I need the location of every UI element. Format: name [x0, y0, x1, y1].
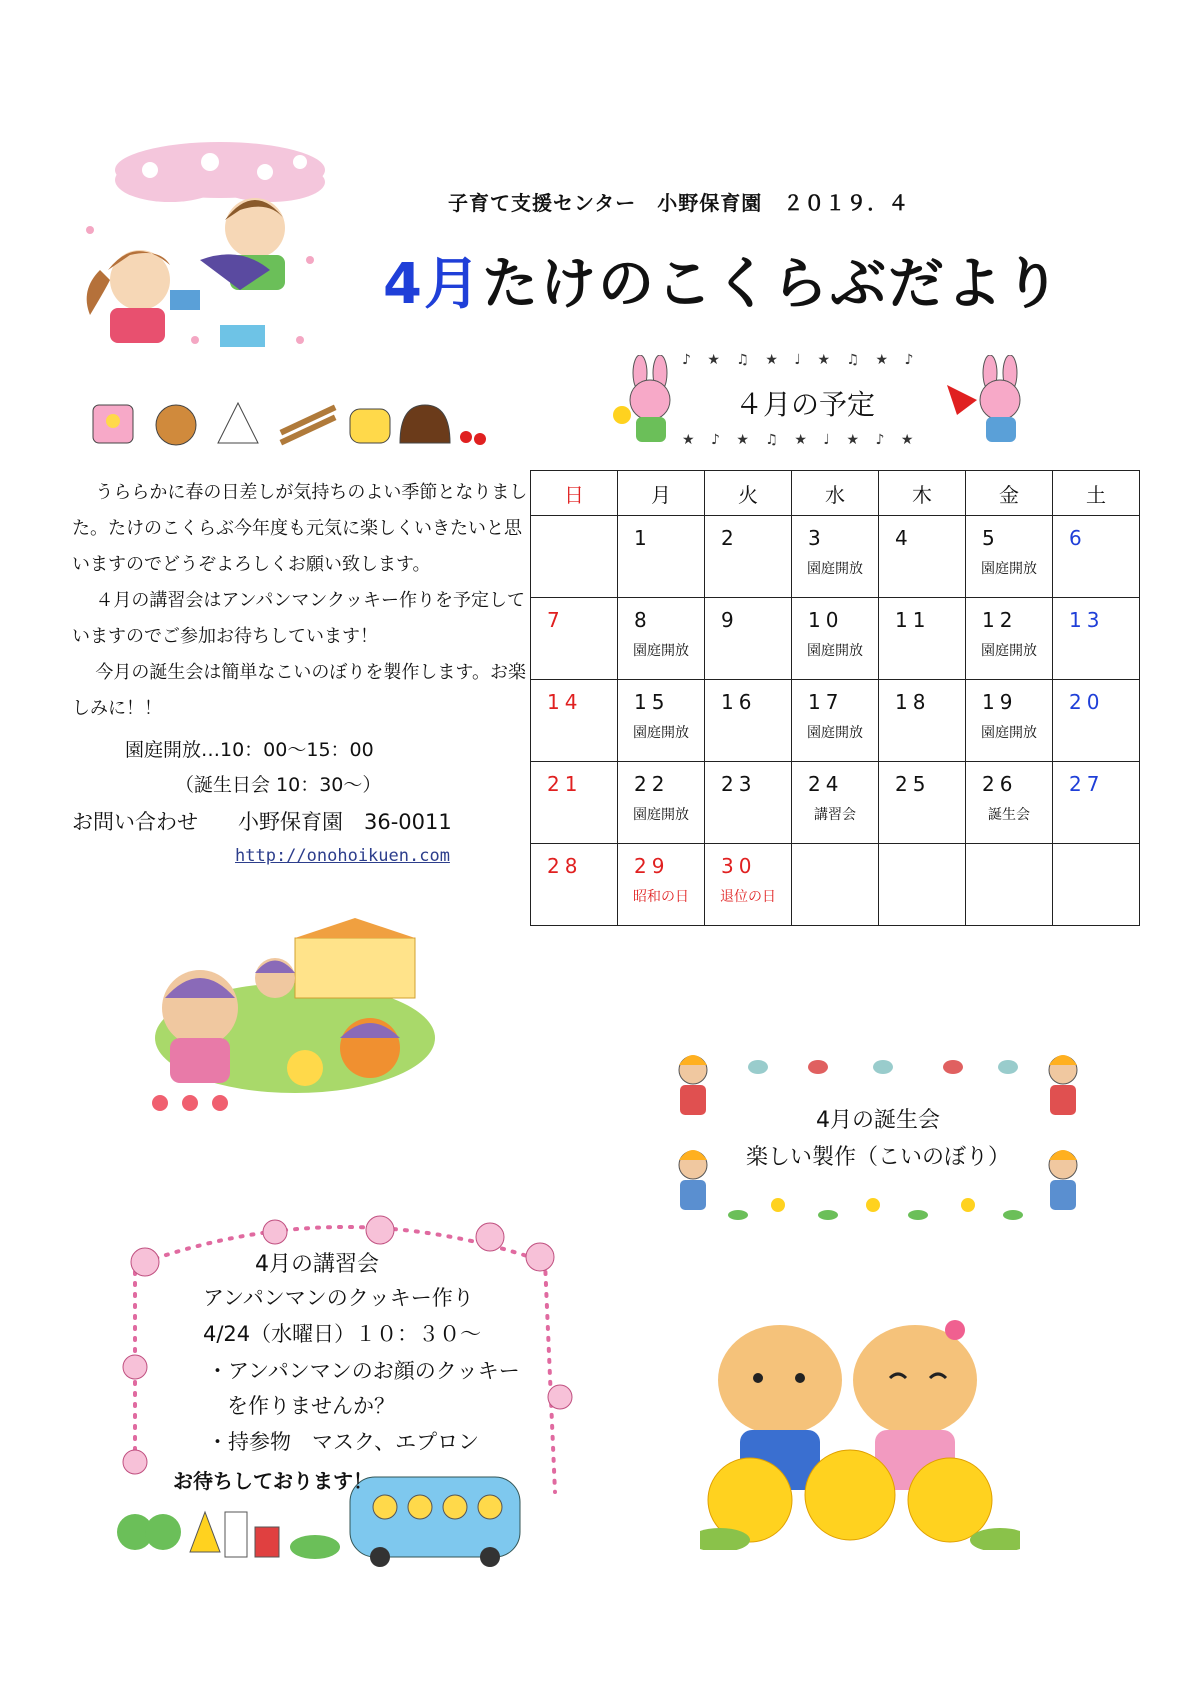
event-label: 園庭開放: [807, 643, 863, 659]
calendar-day-empty: [966, 844, 1053, 926]
weekday-fri: 金: [966, 471, 1053, 516]
calendar-day: 11: [879, 598, 966, 680]
calendar-day: 19 園庭開放: [966, 680, 1053, 762]
weekday-tue: 火: [705, 471, 792, 516]
calendar-day: 26 誕生会: [966, 762, 1053, 844]
newsletter-title: [383, 240, 1103, 320]
intro-paragraph-3: 今月の誕生会は簡単なこいのぼりを製作します。お楽しみに！！: [72, 662, 526, 719]
weekday-mon: 月: [618, 471, 705, 516]
calendar-day: 2: [705, 516, 792, 598]
calendar-day: 1: [618, 516, 705, 598]
calendar-day: 14: [531, 680, 618, 762]
calendar-day-empty: [792, 844, 879, 926]
calendar-day-empty: [1053, 844, 1140, 926]
workshop-box: [115, 1212, 575, 1572]
workshop-subject: アンパンマンのクッキー作り: [203, 1286, 474, 1310]
calendar-day: 3 園庭開放: [792, 516, 879, 598]
weekday-wed: 水: [792, 471, 879, 516]
calendar-day: 29 昭和の日: [618, 844, 705, 926]
calendar-day: 28: [531, 844, 618, 926]
event-label: 誕生会: [988, 807, 1030, 823]
calendar-day: 13: [1053, 598, 1140, 680]
calendar-day: 9: [705, 598, 792, 680]
calendar-day: 24 講習会: [792, 762, 879, 844]
stars-top-decoration: ♪ ★ ♫ ★ ♩ ★ ♫ ★ ♪: [682, 352, 920, 368]
rabbit-left-icon: [612, 355, 692, 450]
food-icons-row: [88, 395, 488, 453]
calendar-day: 4: [879, 516, 966, 598]
holiday-label: 昭和の日: [633, 889, 689, 905]
rabbit-right-icon: [942, 355, 1032, 450]
calendar-day: [531, 516, 618, 598]
birthday-title: 4月の誕生会: [816, 1108, 940, 1133]
workshop-title: 4月の講習会: [255, 1252, 379, 1277]
organization-line: 子育て支援センター 小野保育園 ２０１９．４: [448, 191, 910, 215]
workshop-closing: お待ちしております！: [173, 1469, 373, 1493]
calendar-day: 20: [1053, 680, 1140, 762]
weekday-header-row: [531, 471, 1140, 516]
workshop-detail-2: を作りませんか？: [227, 1394, 395, 1418]
intro-paragraph-2: ４月の講習会はアンパンマンクッキー作りを予定していますのでご参加お待ちしています！: [72, 590, 526, 647]
calendar-week-5: [531, 844, 1140, 926]
calendar-day: 18: [879, 680, 966, 762]
calendar-day: 16: [705, 680, 792, 762]
birthday-activity: 楽しい製作（こいのぼり）: [745, 1145, 1010, 1170]
garden-open-hours: 園庭開放…10：00〜15：00: [125, 739, 374, 761]
calendar-day: 21: [531, 762, 618, 844]
april-calendar: [530, 470, 1140, 926]
event-label: 園庭開放: [981, 725, 1037, 741]
twin-hamsters-illustration: [700, 1300, 1020, 1550]
calendar-day: 30 退位の日: [705, 844, 792, 926]
calendar-day: 5 園庭開放: [966, 516, 1053, 598]
workshop-detail-1: ・アンパンマンのお顔のクッキー: [207, 1359, 520, 1383]
workshop-date-time: 4/24（水曜日）１０：３０〜: [203, 1322, 482, 1346]
contact-label: お問い合わせ: [72, 810, 198, 834]
schedule-title: ４月の予定: [735, 388, 876, 421]
kids-flowers-frame: [668, 1045, 1088, 1225]
schedule-heading: [612, 350, 1032, 450]
event-label: 園庭開放: [807, 725, 863, 741]
children-sakura-illustration: [70, 140, 330, 360]
calendar-day: 23: [705, 762, 792, 844]
calendar-day: 27: [1053, 762, 1140, 844]
weekday-sat: 土: [1053, 471, 1140, 516]
contact-name-phone: 小野保育園 36-0011: [238, 810, 452, 834]
event-label: 園庭開放: [633, 643, 689, 659]
workshop-items: ・持参物 マスク、エプロン: [207, 1430, 480, 1454]
event-label: 園庭開放: [981, 643, 1037, 659]
calendar-day: 15 園庭開放: [618, 680, 705, 762]
calendar-day: 10 園庭開放: [792, 598, 879, 680]
kindergarten-animals-illustration: [145, 918, 445, 1118]
event-label: 園庭開放: [633, 725, 689, 741]
weekday-thu: 木: [879, 471, 966, 516]
calendar-day: 8 園庭開放: [618, 598, 705, 680]
calendar-day: 6: [1053, 516, 1140, 598]
calendar-day: 22 園庭開放: [618, 762, 705, 844]
birthday-party-time: （誕生日会 10：30〜）: [175, 774, 382, 796]
weekday-sun: 日: [531, 471, 618, 516]
event-label: 園庭開放: [807, 561, 863, 577]
calendar-week-4: [531, 762, 1140, 844]
event-label: 講習会: [814, 807, 856, 823]
intro-paragraph-1: うららかに春の日差しが気持ちのよい季節となりました。たけのこくらぶ今年度も元気に楽しくいきたいと思いますのでどうぞよろしくお願い致します。: [72, 482, 528, 575]
event-label: 園庭開放: [633, 807, 689, 823]
contact-line: [72, 806, 452, 836]
calendar-day-empty: [879, 844, 966, 926]
calendar-week-2: [531, 598, 1140, 680]
title-text: たけのこくらぶだより: [481, 252, 1062, 317]
website-link[interactable]: http://onohoikuen.com: [235, 846, 450, 866]
stars-bottom-decoration: ★ ♪ ★ ♫ ★ ♩ ★ ♪ ★: [682, 432, 920, 448]
title-month: 4月: [383, 252, 482, 317]
calendar-week-1: [531, 516, 1140, 598]
event-label: 園庭開放: [981, 561, 1037, 577]
calendar-day: 25: [879, 762, 966, 844]
calendar-day: 7: [531, 598, 618, 680]
birthday-party-box: [668, 1045, 1088, 1225]
calendar-day: 12 園庭開放: [966, 598, 1053, 680]
holiday-label: 退位の日: [720, 889, 776, 905]
calendar-week-3: [531, 680, 1140, 762]
intro-text: [72, 475, 532, 727]
calendar-day: 17 園庭開放: [792, 680, 879, 762]
